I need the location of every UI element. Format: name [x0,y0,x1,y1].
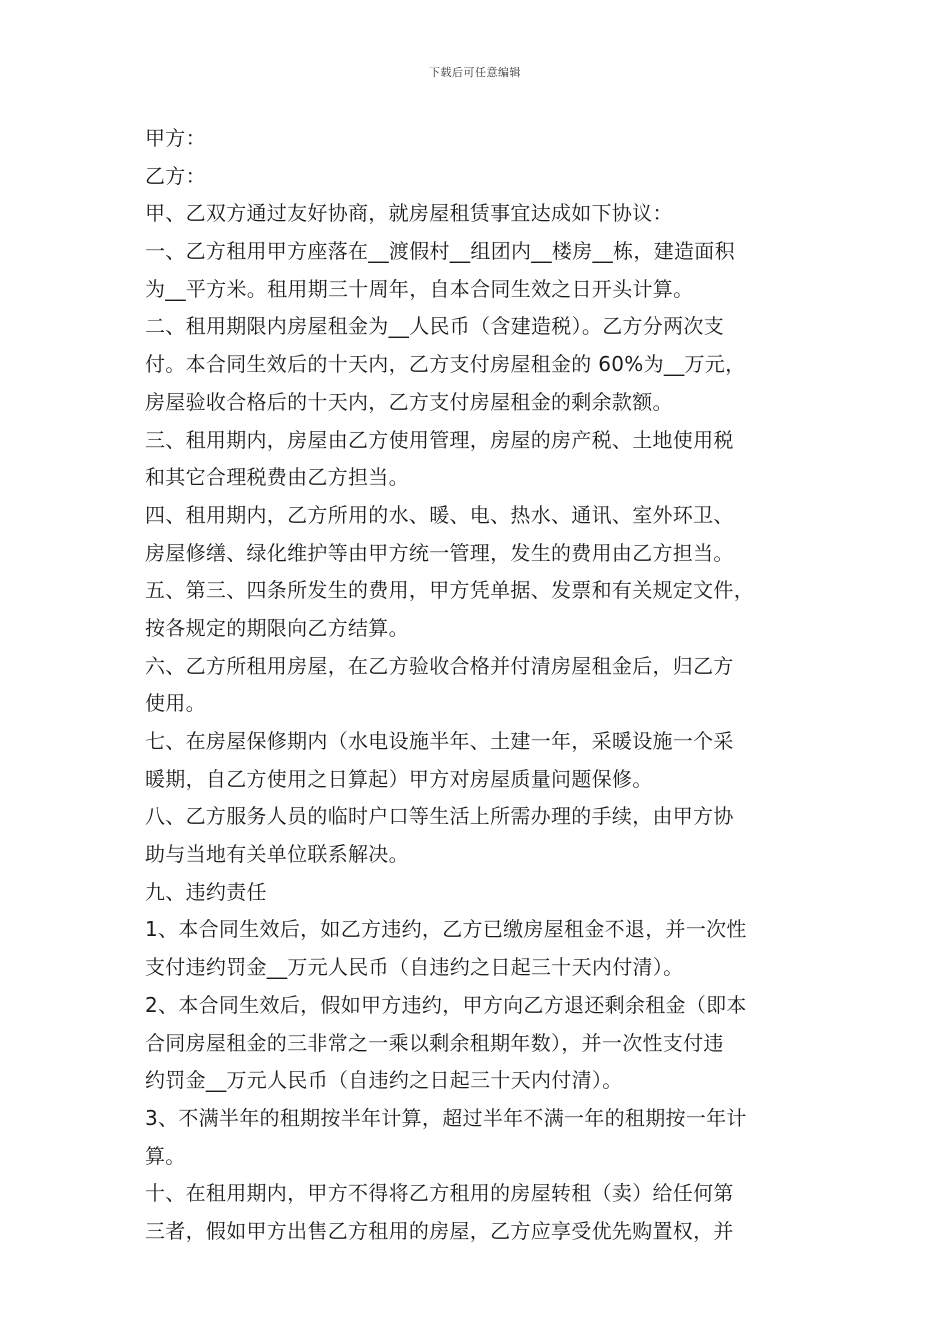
text-line: 付。本合同生效后的十天内，乙方支付房屋租金的 60%为__万元， [145,352,746,377]
text-line: 房屋验收合格后的十天内，乙方支付房屋租金的剩余款额。 [145,389,673,414]
text-line: 算。 [145,1143,186,1168]
text-line: 甲方： [145,126,206,150]
text-line: 暖期，自乙方使用之日算起）甲方对房屋质量问题保修。 [145,766,653,791]
text-line: 五、第三、四条所发生的费用，甲方凭单据、发票和有关规定文件， [145,578,754,603]
text-line: 合同房屋租金的三非常之一乘以剩余租期年数），并一次性支付违 [145,1030,724,1055]
text-line: 使用。 [145,691,206,716]
text-line: 七、在房屋保修期内（水电设施半年、土建一年，采暖设施一个采 [145,729,734,753]
text-line: 按各规定的期限向乙方结算。 [145,615,409,640]
contract-body [145,120,825,1251]
header-note: 下载后可任意编辑 [429,66,521,79]
text-line: 约罚金__万元人民币（自违约之日起三十天内付清）。 [145,1068,623,1093]
text-line: 八、乙方服务人员的临时户口等生活上所需办理的手续，由甲方协 [145,804,734,829]
text-line: 为__平方米。租用期三十周年，自本合同生效之日开头计算。 [145,276,694,301]
text-line: 二、租用期限内房屋租金为__人民币（含建造税）。乙方分两次支 [145,314,724,339]
text-line: 和其它合理税费由乙方担当。 [145,465,409,490]
text-line: 三、租用期内，房屋由乙方使用管理，房屋的房产税、土地使用税 [145,427,734,452]
text-line: 3、不满半年的租期按半年计算，超过半年不满一年的租期按一年计 [145,1105,747,1130]
text-line: 支付违约罚金__万元人民币（自违约之日起三十天内付清）。 [145,955,684,980]
text-line: 甲、乙双方通过友好协商，就房屋租赁事宜达成如下协议： [145,201,673,226]
text-line: 乙方： [145,163,206,188]
text-line: 十、在租用期内，甲方不得将乙方租用的房屋转租（卖）给任何第 [145,1181,734,1206]
text-line: 六、乙方所租用房屋，在乙方验收合格并付清房屋租金后，归乙方 [145,653,734,678]
text-line: 一、乙方租用甲方座落在__渡假村__组团内__楼房__栋，建造面积 [145,239,735,264]
text-line: 助与当地有关单位联系解决。 [145,842,409,867]
text-line: 2、本合同生效后，假如甲方违约，甲方向乙方退还剩余租金（即本 [145,992,747,1017]
text-line: 房屋修缮、绿化维护等由甲方统一管理，发生的费用由乙方担当。 [145,540,734,565]
text-line: 九、违约责任 [145,879,267,904]
text-line: 三者，假如甲方出售乙方租用的房屋，乙方应享受优先购置权，并 [145,1218,734,1243]
text-line: 1、本合同生效后，如乙方违约，乙方已缴房屋租金不退，并一次性 [145,917,747,942]
text-line: 四、租用期内，乙方所用的水、暖、电、热水、通讯、室外环卫、 [145,502,734,527]
